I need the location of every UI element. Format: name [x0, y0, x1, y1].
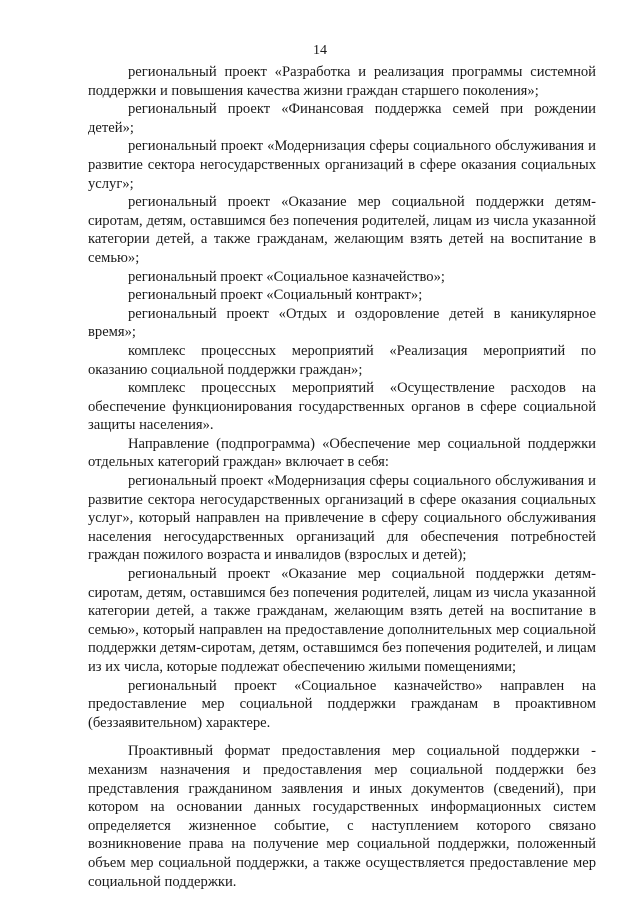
paragraph: региональный проект «Модернизация сферы социального обслуживания и развитие сектора негосударственных организаций в сфере оказания социальных услуг», который направлен на привлечение в сферу социального обслуживания населения негосударственных организаций для обеспечения потребностей граждан пожилого возраста и инвалидов (взрослых и детей);	[88, 473, 596, 564]
paragraph: региональный проект «Разработка и реализация программы системной поддержки и повышения качества жизни граждан старшего поколения»;	[88, 64, 596, 99]
definition-paragraph: Проактивный формат предоставления мер социальной поддержки - механизм назначения и предоставления мер социальной поддержки без представления гражданином заявления и иных документов (сведений), при котором на основании данных государственных информационных систем определяется жизненное событие, с наступлением которого связано возникновение права на получение мер социальной поддержки, положенный объем мер социальной поддержки, а также осуществляется предоставление мер социальной поддержки.	[88, 743, 596, 890]
paragraph: региональный проект «Финансовая поддержка семей при рождении детей»;	[88, 101, 596, 136]
document-body	[88, 63, 596, 891]
paragraph: региональный проект «Социальный контракт»;	[128, 287, 423, 304]
paragraph: региональный проект «Модернизация сферы социального обслуживания и развитие сектора негосударственных организаций в сфере оказания социальных услуг»;	[88, 138, 596, 192]
page-number: 14	[313, 43, 327, 58]
paragraph: региональный проект «Социальное казначейство» направлен на предоставление мер социальной поддержки гражданам в проактивном (беззаявительном) характере.	[88, 677, 596, 731]
paragraph: региональный проект «Социальное казначейство»;	[128, 268, 445, 285]
paragraph: региональный проект «Оказание мер социальной поддержки детям-сиротам, детям, оставшимся без попечения родителей, лицам из числа указанной категории детей, а также гражданам, желающим взять детей на воспитание в семью»;	[88, 194, 596, 266]
paragraph: региональный проект «Отдых и оздоровление детей в каникулярное время»;	[88, 305, 596, 341]
section-intro-paragraph: Направление (подпрограмма) «Обеспечение мер социальной поддержки отдельных категорий граждан» включает в себя:	[88, 435, 596, 471]
paragraph: комплекс процессных мероприятий «Реализация мероприятий по оказанию социальной поддержки граждан»;	[88, 342, 596, 378]
paragraph: региональный проект «Оказание мер социальной поддержки детям-сиротам, детям, оставшимся без попечения родителей, лицам из числа указанной категории детей, а также гражданам, желающим взять детей на воспитание в семью», который направлен на предоставление дополнительных мер социальной поддержки детям-сиротам, детям, оставшимся без попечения родителей, и лицам из их числа, которые подлежат обеспечению жилыми помещениями;	[88, 566, 596, 675]
paragraph: комплекс процессных мероприятий «Осуществление расходов на обеспечение функционирования государственных органов в сфере социальной защиты населения».	[88, 380, 596, 434]
